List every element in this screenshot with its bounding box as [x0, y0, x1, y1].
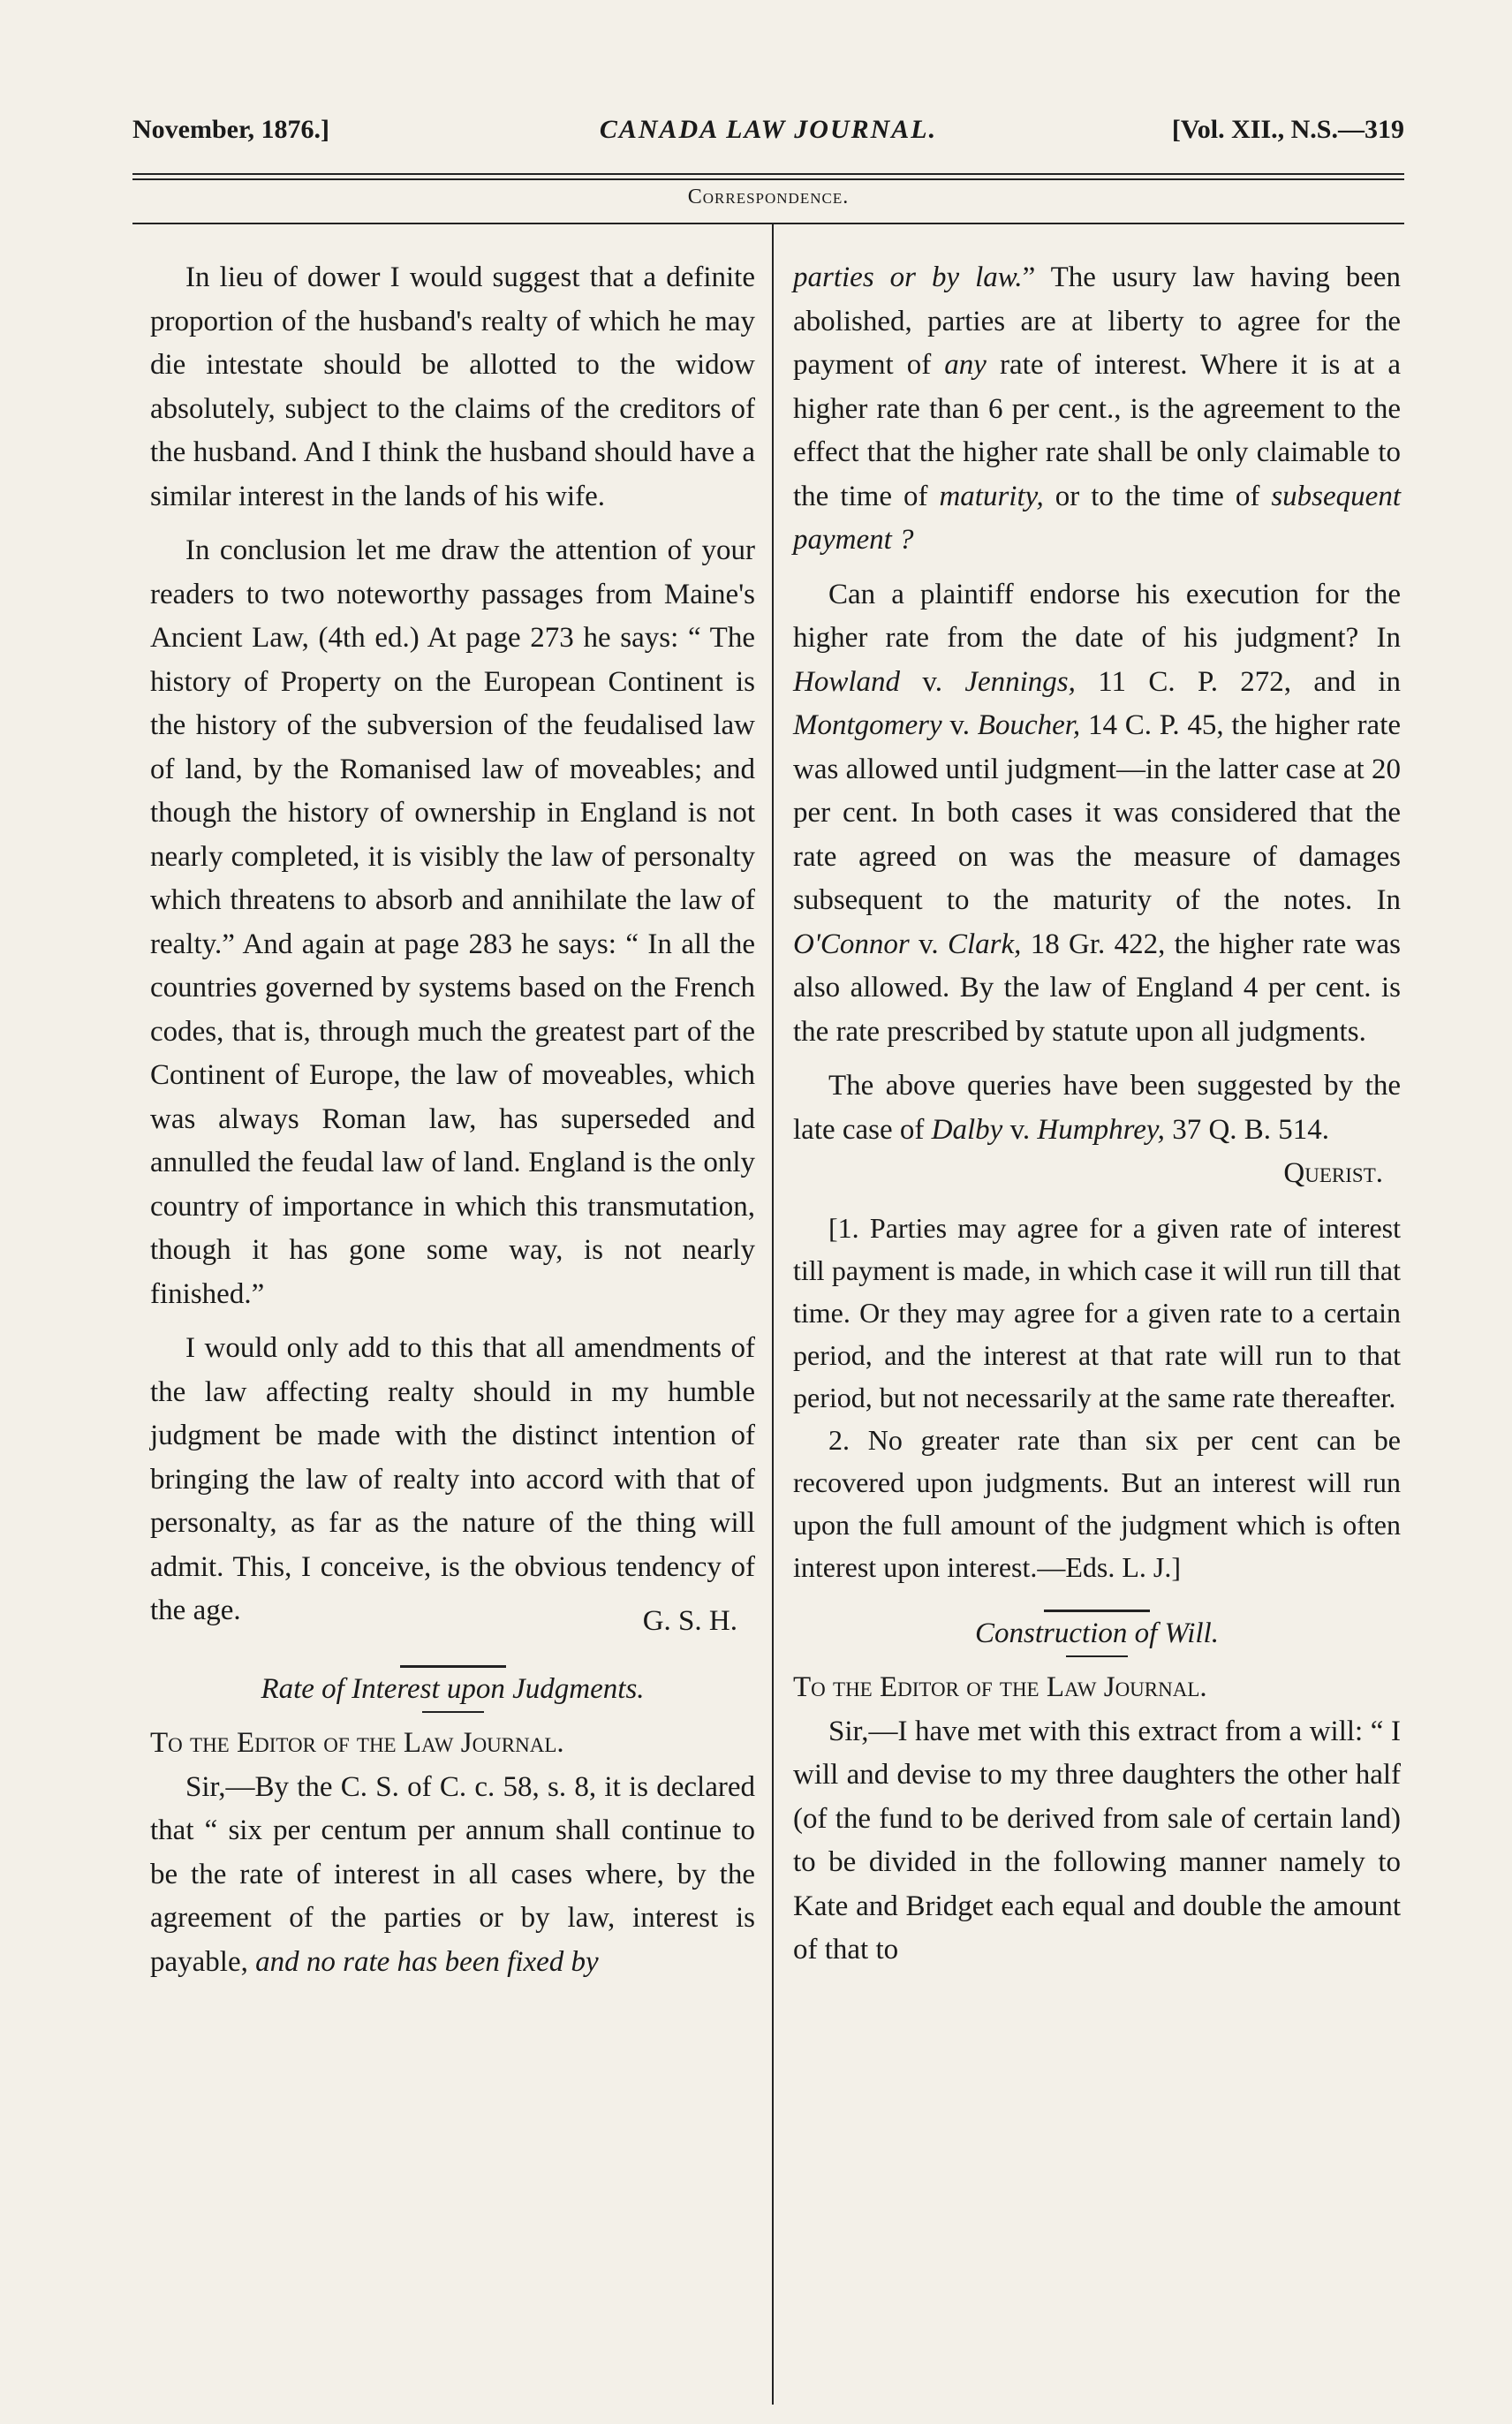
plaintiff-text-b: 11 C. P. 272, and in — [1098, 665, 1402, 698]
plaintiff-text-a: Can a plaintiff endorse his execution for the higher rate from the date of his judgment? In — [793, 578, 1401, 654]
heading-rule — [422, 1711, 484, 1713]
case-v: v. — [949, 709, 971, 741]
paragraph-conclusion: In conclusion let me draw the attention of your readers to two noteworthy passages from Maine's Ancient Law, (4th ed.) At page 273 he says: “ The history of Property on the European Continent is the history of the subversion of the feudalised law of land, by the Romanised law of moveables; and though the history of ownership in England is not nearly completed, it is visibly the law of personalty which threatens to absorb and annihilate the law of realty.” And again at page 283 he says: “ In all the countries governed by systems based on the French codes, that is, through much the greatest part of the Continent of Europe, the law of moveables, which was always Roman law, has superseded and annulled the feudal law of land. England is the only country of importance in which this transmutation, though it has gone some way, is not nearly finished.” — [150, 534, 755, 1310]
plaintiff-text-d: 18 Gr. 422, the higher rate was also allowed. By the law of England 4 per cent. is the rate prescribed by statute upon all judgments. — [793, 928, 1401, 1048]
paragraph-dower: In lieu of dower I would suggest that a definite proportion of the husband's realty of which he may die intestate should be allotted to the widow absolutely, subject to the claims of the creditors of the husband. And I think the husband should have a similar interest in the lands of his wife. — [150, 261, 755, 512]
usury-subsequent: subsequent payment ? — [793, 480, 1401, 556]
sir-italic-text: and no rate has been fixed by — [255, 1945, 599, 1978]
usury-text-b: rate of interest. Where it is at a higher rate than 6 per cent., is the agreement to the effect that the higher rate shall be only claimable to the time of — [793, 349, 1402, 512]
case-v: v. — [1009, 1113, 1031, 1146]
case-v: v. — [919, 928, 939, 960]
signature-querist: Querist. — [1283, 1157, 1383, 1189]
to-editor-line: To the Editor of the Law Journal. — [150, 1727, 564, 1759]
paragraph-queries — [793, 1064, 1401, 1152]
header-rule — [132, 173, 1404, 175]
left-column — [150, 256, 755, 1984]
right-column — [793, 256, 1401, 1973]
usury-any: any — [944, 349, 987, 381]
plaintiff-text-c: 14 C. P. 45, the higher rate was allowed until judgment—in the latter case at 20 per cent. In both cases it was considered that the rate agreed on was the measure of damages subsequent to the maturity of the notes. In — [793, 709, 1402, 916]
case-v: v. — [922, 665, 942, 698]
case-boucher: Boucher, — [977, 709, 1081, 741]
usury-italic: parties or by law. — [793, 261, 1023, 293]
running-header — [132, 115, 1404, 150]
paragraph-will-extract: Sir,—I have met with this extract from a will: “ I will and devise to my three daughters the other half (of the fund to be derived from sale of certain land) to be divided in the following manner namely to Kate and Bridget each equal and double the amount of that to — [793, 1715, 1401, 1966]
signature-gsh: G. S. H. — [642, 1605, 737, 1637]
editors-note-1: [1. Parties may agree for a given rate of interest till payment is made, in which case it will run till that time. Or they may agree for a given rate to a certain period, and the interest at that rate will run to that period, but not necessarily at the same rate thereafter. — [793, 1211, 1401, 1413]
case-howland: Howland — [793, 665, 901, 698]
header-date: November, 1876.] — [132, 115, 330, 144]
section-label: Correspondence. — [687, 186, 850, 208]
section-rule — [132, 223, 1404, 224]
queries-text-a: The above queries have been suggested by the late case of — [793, 1070, 1401, 1146]
header-journal-title: CANADA LAW JOURNAL. — [599, 115, 938, 144]
heading-rule — [1066, 1655, 1128, 1657]
column-divider — [772, 223, 774, 2405]
editors-note-2: 2. No greater rate than six per cent can be recovered upon judgments. But an interest will run upon the full amount of the judgment which is often interest upon interest.—Eds. L. J.] — [793, 1423, 1401, 1583]
paragraph-plaintiff — [793, 573, 1401, 1055]
case-oconnor: O'Connor — [793, 928, 910, 960]
sir-text: Sir,—By the C. S. of C. c. 58, s. 8, it is declared that “ six per centum per annum shall continue to be the rate of interest in all cases where, by the agreement of the parties or by law, interest is payable, — [150, 1770, 755, 1978]
case-montgomery: Montgomery — [793, 709, 942, 741]
to-editor-line: To the Editor of the Law Journal. — [793, 1671, 1207, 1703]
header-volume-page: [Vol. XII., N.S.—319 — [1171, 115, 1404, 144]
usury-text-a: ” The usury law having been abolished, parties are at liberty to agree for the payment of — [793, 261, 1401, 381]
case-dalby: Dalby — [931, 1113, 1003, 1146]
usury-text-c: or to the time of — [1055, 480, 1260, 512]
article-heading-construction-of-will: Construction of Will. — [975, 1617, 1219, 1649]
article-heading-rate-of-interest: Rate of Interest upon Judgments. — [261, 1672, 645, 1705]
header-rule-double — [132, 178, 1404, 180]
paragraph-usury — [793, 256, 1401, 563]
paragraph-amendments — [150, 1327, 755, 1637]
case-clark: Clark, — [947, 928, 1022, 960]
paragraph-sir-cs — [150, 1766, 755, 1985]
usury-maturity: maturity, — [939, 480, 1044, 512]
queries-text-b: 37 Q. B. 514. — [1172, 1113, 1330, 1146]
case-jennings: Jennings, — [964, 665, 1076, 698]
amendments-text: I would only add to this that all amendments of the law affecting realty should in my humble judgment be made with the distinct intention of bringing the law of realty into accord with that of personalty, as far as the nature of the thing will admit. This, I conceive, is the obvious tendency of the age. — [150, 1332, 755, 1626]
case-humphrey: Humphrey, — [1037, 1113, 1165, 1146]
